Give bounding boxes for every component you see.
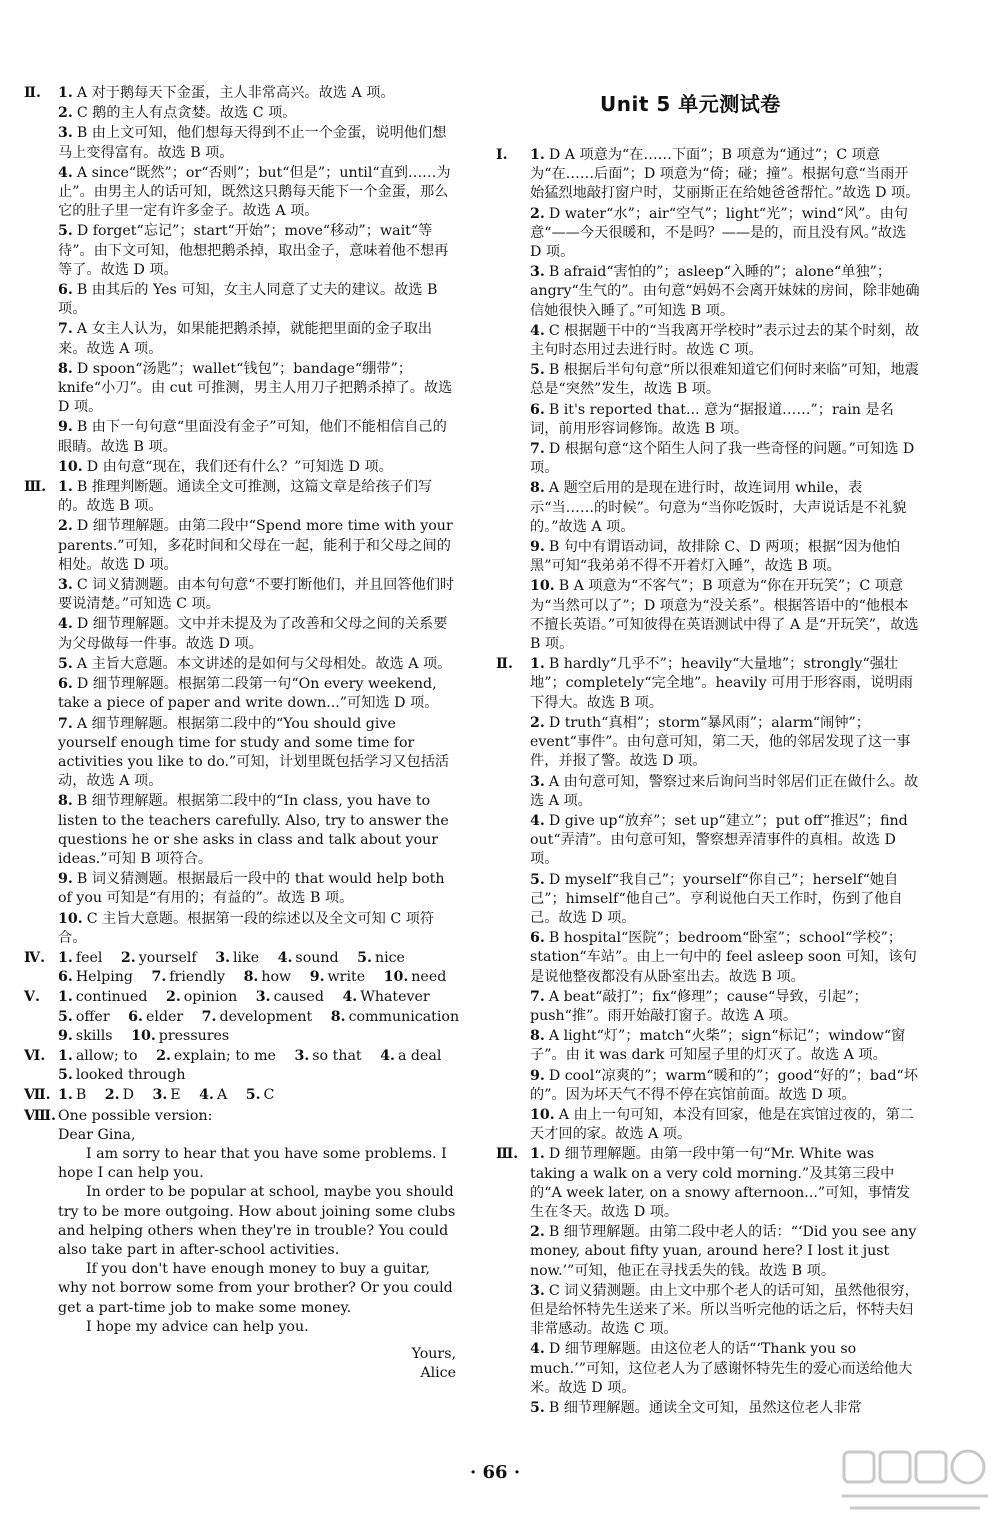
section-numeral: Ⅶ.	[24, 1087, 51, 1104]
answer-row: 6. Helping 7. friendly 8. how 9. write 10. need	[58, 969, 447, 986]
left-section-3	[24, 478, 456, 948]
list-item: 2. D water“水”；air“空气”；light“光”；wind“风”。由句意“——今天很暖和，不是吗？——是的，而且没有风。”故选 D 项。	[530, 205, 908, 261]
list-item: 3. B 由上文可知，他们想每天得到不止一个金蛋，说明他们想马上变得富有。故选 B 项。	[58, 125, 447, 161]
left-section-2	[24, 84, 456, 477]
section-numeral: Ⅲ.	[496, 1146, 519, 1163]
list-item: 4. D 细节理解题。文中并未提及为了改善和父母之间的关系要为父母做每一件事。故选 D 项。	[58, 616, 448, 652]
list-item: 7. A 细节理解题。根据第二段中的“You should give yourself enough time for study and some time for activities you like to do.”可知，计划里既包括学习又包括活动，故选 A 项。	[58, 715, 450, 790]
section-numeral: Ⅷ.	[24, 1107, 56, 1124]
list-item: Ⅲ. 1. D 细节理解题。由第一段中第一句“Mr. White was taking a walk on a very cold morning.”及其第三段中的“A week later, on a snowy afternoon...”可知，事情发生在冬天。故选 D 项。	[496, 1146, 911, 1220]
section-numeral: Ⅱ.	[24, 85, 41, 101]
list-item: 2. B 细节理解题。由第二段中老人的话：“‘Did you see any money, about fifty yuan, around here? I lost it just now.’”可知，他正在寻找丢失的钱。故选 B 项。	[530, 1224, 917, 1279]
section-numeral: Ⅰ.	[496, 147, 508, 163]
left-section-7	[24, 1086, 456, 1105]
answer-row: 5. looked through	[58, 1067, 186, 1084]
list-item: 10. B A 项意为“不客气”；B 项意为“你在开玩笑”；C 项意为“当然可以了”；D 项意为“没关系”。根据答语中的“他根本不擅长英语。”可知彼得在英语测试中得了 A 是“开玩笑”，故选 B 项。	[530, 578, 919, 653]
list-item: Ⅱ. 1. A 对于鹅每天下金蛋，主人非常高兴。故选 A 项。	[28, 84, 456, 103]
list-item: Ⅱ. 1. B hardly“几乎不”；heavily“大量地”；strongly“强壮地”；completely“完全地”。heavily 可用于形容雨，说明雨下得大。故选 B 项。	[496, 656, 913, 711]
letter-greeting: Dear Gina,	[58, 1126, 136, 1143]
answer-row: Ⅳ. 1. feel 2. yourself 3. like 4. sound 5. nice	[28, 949, 456, 968]
list-item: 2. D truth“真相”；storm“暴风雨”；alarm“闹钟”；event“事件”。由句意可知，第二天，他的邻居发现了这一事件，并报了警。故选 D 项。	[530, 714, 911, 770]
list-item: 10. D 由句意“现在，我们还有什么？”可知选 D 项。	[58, 458, 393, 475]
letter-paragraph: I am sorry to hear that you have some problems. I hope I can help you.	[58, 1145, 447, 1182]
section-numeral: Ⅲ.	[24, 479, 47, 496]
list-item: 6. D 细节理解题。根据第二段第一句“On every weekend, take a piece of paper and write down...”可知选 D 项。	[58, 676, 439, 712]
section-numeral: Ⅴ.	[24, 989, 40, 1006]
list-item: Ⅰ. 1. D A 项意为“在……下面”；B 项意为“通过”；C 项意为“在……后面”；D 项意为“倚；碰；撞”。根据句意“当雨开始猛烈地敲打窗户时，艾丽斯正在给她爸爸帮忙。”故选 D 项。	[496, 147, 920, 202]
list-item: 3. C 词义猜测题。由上文中那个老人的话可知，虽然他很穷，但是给怀特先生送来了米。所以当听完他的话之后，怀特夫妇非常感动。故选 C 项。	[530, 1282, 919, 1338]
watermark-graphic-icon	[840, 1446, 990, 1518]
list-item: 5. D myself“我自己”；yourself“你自己”；herself“她自己”；himself“他自己”。亨利说他白天工作时，伤到了他自己。故选 D 项。	[530, 871, 903, 926]
page-title: Unit 5 单元测试卷	[600, 92, 781, 116]
list-item: 5. D forget“忘记”；start“开始”；move“移动”；wait“等待”。由下文可知，他想把鹅杀掉，取出金子，意味着他不想再等了。故选 D 项。	[58, 223, 449, 278]
list-item: 7. A beat“敲打”；fix“修理”；cause“导致，引起”；push“推”。雨开始敲打窗子。故选 A 项。	[530, 988, 868, 1024]
list-item: 5. B 细节理解题。通读全文可知，虽然这位老人非常	[530, 1400, 862, 1416]
letter-signature: Alice	[420, 1365, 456, 1382]
list-item: 7. D 根据句意“这个陌生人问了我一些奇怪的问题。”可知选 D 项。	[530, 441, 915, 477]
right-column	[496, 146, 920, 1419]
section-numeral: Ⅱ.	[496, 656, 513, 673]
answer-row: 9. skills 10. pressures	[58, 1027, 230, 1044]
letter-paragraph: If you don't have enough money to buy a guitar, why not borrow some from your brother? Or you could get a part-time job to make some money.	[58, 1261, 453, 1316]
list-item: 9. B 句中有谓语动词，故排除 C、D 两项；根据“因为他怕黑”可知“我弟弟不得不开着灯入睡”，故选 B 项。	[530, 539, 901, 575]
list-item: Ⅲ. 1. B 推理判断题。通读全文可推测，这篇文章是给孩子们写的。故选 B 项。	[24, 479, 433, 515]
list-item: 6. B it's reported that... 意为“据报道……”；rain 是名词，前用形容词修饰。故选 B 项。	[530, 401, 894, 437]
list-item: 3. C 词义猜测题。由本句句意“不要打断他们，并且回答他们时要说清楚。”可知选 C 项。	[58, 577, 455, 613]
list-item: 6. B 由其后的 Yes 可知，女主人同意了丈夫的建议。故选 B 项。	[58, 282, 438, 318]
right-section-1	[496, 146, 920, 654]
sample-letter	[24, 1107, 456, 1384]
letter-paragraph: I hope my advice can help you.	[86, 1318, 309, 1335]
list-item: 7. A 女主人认为，如果能把鹅杀掉，就能把里面的金子取出来。故选 A 项。	[58, 321, 433, 357]
letter-intro: One possible version:	[58, 1107, 213, 1124]
list-item: 9. B 由下一句句意“里面没有金子”可知，他们不能相信自己的眼睛。故选 B 项。	[58, 419, 447, 455]
list-item: 4. D give up“放弃”；set up“建立”；put off“推迟”；find out“弄清”。由句意可知，警察想弄清事件的真相。故选 D 项。	[530, 812, 908, 868]
section-numeral: Ⅵ.	[24, 1047, 46, 1064]
list-item: 8. A light“灯”；match“火柴”；sign“标记”；window“窗子”。由 it was dark 可知屋子里的灯灭了。故选 A 项。	[530, 1028, 906, 1064]
list-item: 8. A 题空后用的是现在进行时，故连词用 while，表示“当……的时候”。句意为“当你吃饭时，大声说话是不礼貌的。”故选 A 项。	[530, 480, 907, 535]
left-section-5	[24, 988, 460, 1046]
answer-row: Ⅴ. 1. continued 2. opinion 3. caused 4. Whatever	[28, 988, 456, 1007]
list-item: 8. B 细节理解题。根据第二段中的“In class, you have to listen to the teachers carefully. Also, try to answer the questions he or she asks in class and talk about your ideas.”可知 B 项符合。	[58, 793, 449, 867]
list-item: 3. A 由句意可知，警察过来后询问当时邻居们正在做什么。故选 A 项。	[530, 773, 919, 809]
left-section-6	[24, 1047, 456, 1085]
watermark-logo-icon	[840, 1446, 990, 1518]
section-numeral: Ⅳ.	[24, 949, 46, 966]
answer-row: 5. offer 6. elder 7. development 8. communication	[58, 1008, 460, 1025]
list-item: 5. A 主旨大意题。本文讲述的是如何与父母相处。故选 A 项。	[58, 655, 452, 672]
list-item: 4. A since“既然”；or“否则”；but“但是”；until“直到……为止”。由男主人的话可知，既然这只鹅每天能下一个金蛋，那么它的肚子里一定有许多金子。故选 A 项。	[58, 164, 451, 220]
list-item: 5. B 根据后半句句意“所以很难知道它们何时来临”可知，地震总是“突然”发生，故选 B 项。	[530, 362, 919, 398]
letter-closing: Yours,	[411, 1346, 456, 1362]
left-section-4	[24, 949, 456, 987]
list-item: 9. D cool“凉爽的”；warm“暖和的”；good“好的”；bad“坏的”。因为坏天气不得不停在宾馆前面。故选 D 项。	[530, 1067, 918, 1103]
right-section-3	[496, 1145, 920, 1418]
list-item: 9. B 词义猜测题。根据最后一段中的 that would help both of you 可知是“有用的；有益的”。故选 B 项。	[58, 871, 445, 907]
list-item: 3. B afraid“害怕的”；asleep“入睡的”；alone“单独”；angry“生气的”。由句意“妈妈不会离开妹妹的房间，除非她确信她很快入睡了。”可知选 B 项。	[530, 264, 920, 319]
list-item: 8. D spoon“汤匙”；wallet“钱包”；bandage“绷带”；knife“小刀”。由 cut 可推测，男主人用刀子把鹅杀掉了。故选 D 项。	[58, 360, 453, 416]
list-item: 6. B hospital“医院”；bedroom“卧室”；school“学校”；station“车站”。由上一句中的 feel asleep soon 可知，该句是说他整夜都没有从卧室出去。故选 B 项。	[530, 930, 917, 985]
right-section-2	[496, 655, 920, 1144]
list-item: 10. A 由上一句可知，本没有回家，他是在宾馆过夜的，第二天才回的家。故选 A 项。	[530, 1106, 914, 1143]
list-item: 2. D 细节理解题。由第二段中“Spend more time with your parents.”可知，多花时间和父母在一起，能利于和父母之间的相处。故选 D 项。	[58, 518, 453, 573]
letter-paragraph: In order to be popular at school, maybe you should try to be more outgoing. How about joining some clubs and helping others when they're in trouble? You could also take part in after-school activities.	[58, 1184, 456, 1258]
list-item: 4. D 细节理解题。由这位老人的话“‘Thank you so much.’”可知，这位老人为了感谢怀特先生的爱心而送给他大米。故选 D 项。	[530, 1341, 913, 1396]
page-number: · 66 ·	[470, 1462, 521, 1483]
left-column	[24, 84, 460, 1384]
list-item: 4. C 根据题干中的“当我离开学校时”表示过去的某个时刻，故主句时态用过去进行时。故选 C 项。	[530, 322, 920, 359]
answer-row: Ⅶ. 1. B 2. D 3. E 4. A 5. C	[28, 1086, 456, 1105]
answer-row: Ⅵ. 1. allow; to 2. explain; to me 3. so that 4. a deal	[28, 1047, 456, 1066]
list-item: 10. C 主旨大意题。根据第一段的综述以及全文可知 C 项符合。	[58, 910, 435, 946]
list-item: 2. C 鹅的主人有点贪婪。故选 C 项。	[58, 105, 297, 122]
